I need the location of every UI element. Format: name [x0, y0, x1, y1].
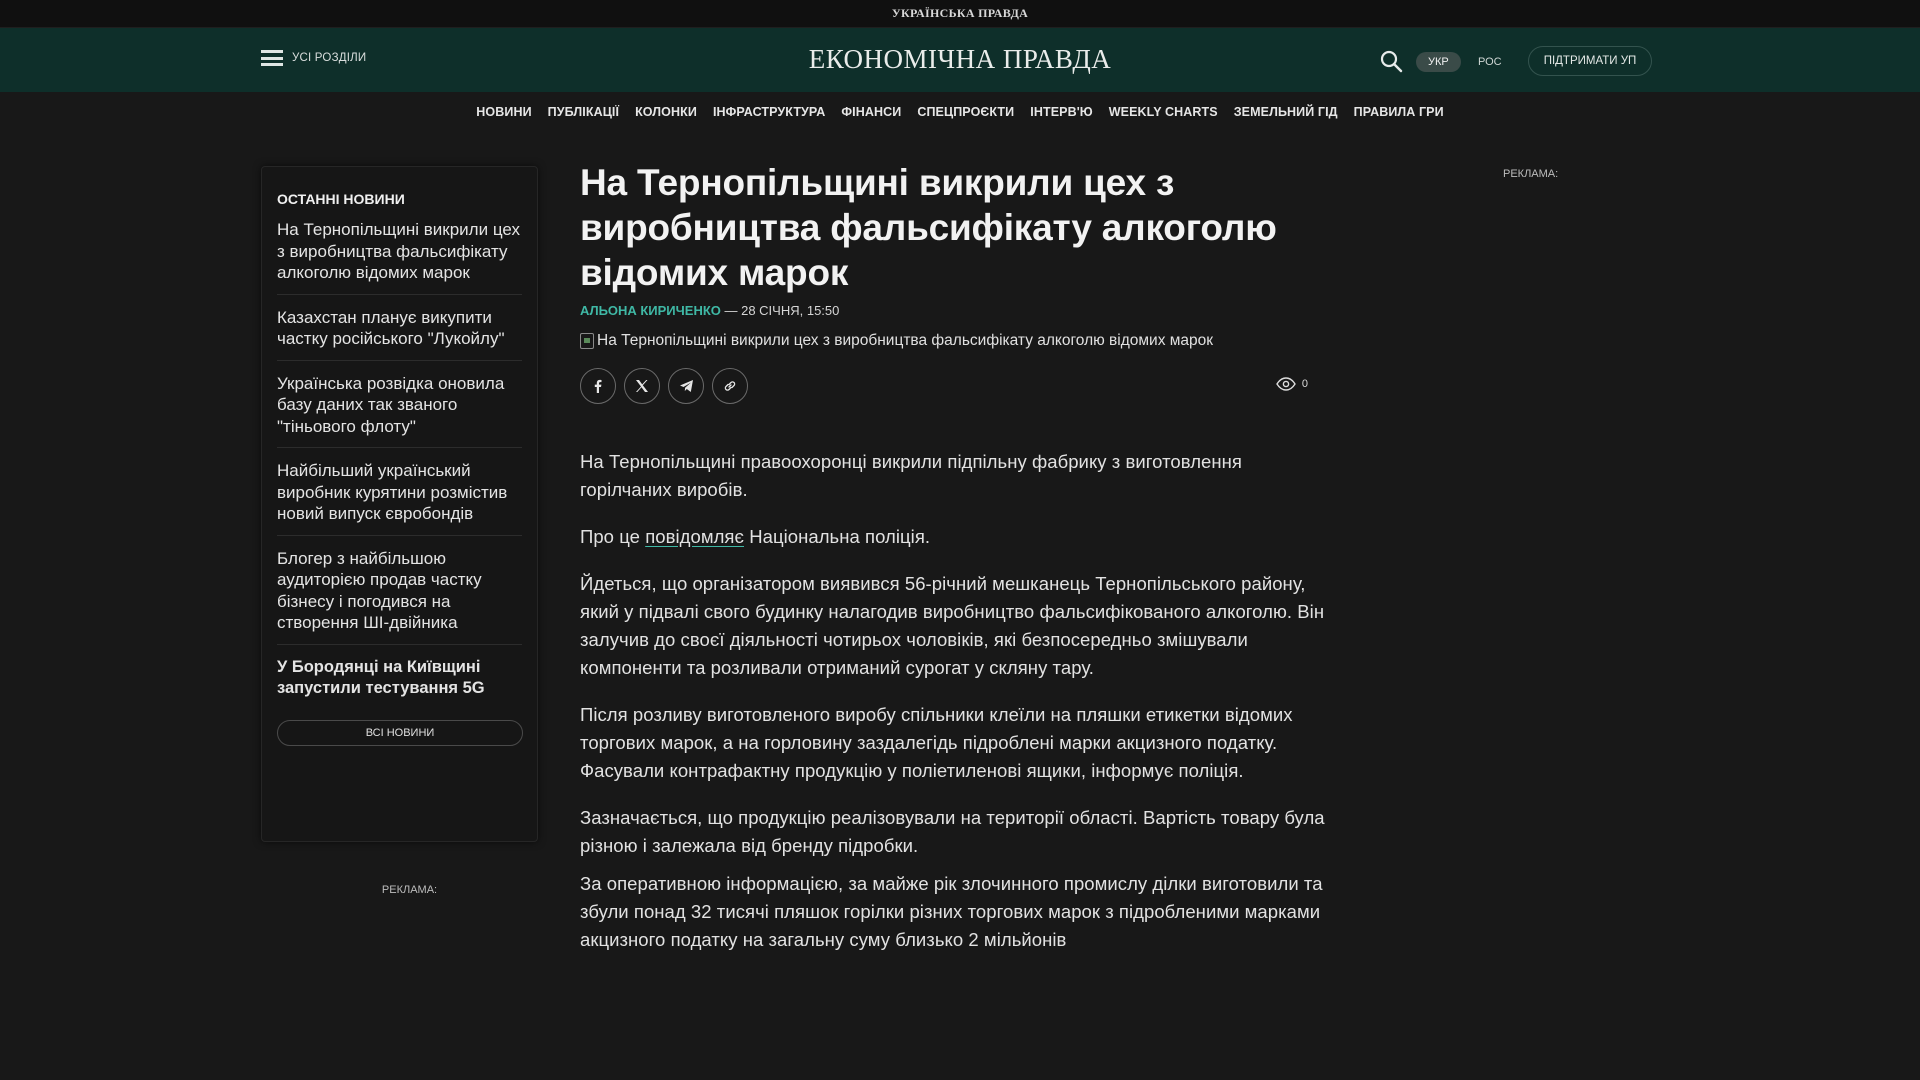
ad-label-right: РЕКЛАМА:: [1503, 168, 1559, 180]
article-date: — 28 СІЧНЯ, 15:50: [720, 303, 840, 318]
article-paragraph: Зазначається, що продукцію реалізовували на території області. Вартість товару була різною і залежала від бренду підробки.: [580, 807, 1325, 856]
nav-item-publications[interactable]: ПУБЛІКАЦІЇ: [547, 105, 620, 119]
article-image-alt: На Тернопільщині викрили цех з виробництва фальсифікату алкоголю відомих марок: [597, 332, 1214, 349]
main-nav: [0, 105, 1920, 119]
latest-news-item[interactable]: У Бородянці на Київщині запустили тестування 5G: [277, 657, 485, 697]
latest-news-item[interactable]: Українська розвідка оновила базу даних так званого "тіньового флоту": [277, 371, 522, 449]
paragraph-text: Національна поліція.: [744, 526, 931, 547]
share-bar: [580, 368, 1328, 404]
share-x-button[interactable]: [624, 368, 660, 404]
parent-brand-strip: [0, 0, 1920, 28]
share-telegram-button[interactable]: [668, 368, 704, 404]
nav-item-interviews[interactable]: ІНТЕРВ'Ю: [1030, 105, 1093, 119]
all-sections-label: УСІ РОЗДІЛИ: [292, 52, 367, 64]
eye-icon: [1276, 377, 1296, 391]
article-paragraph: Після розливу виготовленого виробу спільники клеїли на пляшки етикетки відомих торгових марок, а на горловину заздалегідь підроблені марки акцизного податку. Фасували контрафактну продукцію у поліетиленові ящики, інформує поліція.: [580, 704, 1293, 781]
lang-ukr-button[interactable]: УКР: [1416, 52, 1461, 72]
telegram-icon: [679, 379, 694, 393]
nav-item-special-projects[interactable]: СПЕЦПРОЄКТИ: [917, 105, 1015, 119]
article-body: [580, 448, 1328, 954]
ad-label-left: РЕКЛАМА:: [381, 884, 438, 896]
latest-news-item[interactable]: Казахстан планує викупити частку російського "Лукойлу": [277, 305, 522, 361]
views-counter: [1276, 377, 1308, 391]
nav-item-infrastructure[interactable]: ІНФРАСТРУКТУРА: [712, 105, 826, 119]
share-facebook-button[interactable]: [580, 368, 616, 404]
nav-item-finance[interactable]: ФІНАНСИ: [841, 105, 902, 119]
article-paragraph: За оперативною інформацією, за майже рік злочинного промислу ділки виготовили та збули понад 32 тисячі пляшок горілки різних торгових марок з підробленими марками акцизного податку на загальну суму близько 2 мільйонів: [580, 873, 1323, 950]
article-title: На Тернопільщині викрили цех з виробництва фальсифікату алкоголю відомих марок: [580, 162, 1277, 293]
article-paragraph: На Тернопільщині правоохоронці викрили підпільну фабрику з виготовлення горілчаних виробів.: [580, 451, 1242, 500]
article-author[interactable]: АЛЬОНА КИРИЧЕНКО: [580, 303, 721, 318]
latest-news-title: ОСТАННІ НОВИНИ: [277, 191, 405, 207]
nav-item-weekly-charts[interactable]: WEEKLY CHARTS: [1108, 105, 1218, 119]
nav-item-news[interactable]: НОВИНИ: [476, 105, 532, 119]
latest-news-item[interactable]: На Тернопільщині викрили цех з виробництва фальсифікату алкоголю відомих марок: [277, 217, 522, 295]
article: [580, 160, 1328, 973]
x-icon: [635, 379, 649, 393]
latest-news-sidebar: [261, 166, 538, 842]
article-meta: [580, 303, 1328, 318]
facebook-icon: [591, 379, 605, 393]
article-paragraph: Йдеться, що організатором виявився 56-річний мешканець Тернопільського району, який у підвалі свого будинку налагодив виробництво фальсифікованого алкоголю. Він залучив до своєї діяльності чотирьох чоловіків, які безпосередньо змішували компоненти та розливали отриманий сурогат у скляну тару.: [580, 573, 1325, 678]
copy-link-button[interactable]: [712, 368, 748, 404]
nav-item-columns[interactable]: КОЛОНКИ: [635, 105, 697, 119]
parent-brand-logo[interactable]: УКРАЇНСЬКА ПРАВДА: [891, 6, 1029, 20]
site-logo[interactable]: ЕКОНОМІЧНА ПРАВДА: [808, 44, 1112, 74]
views-count: 0: [1301, 378, 1308, 390]
lang-ros-button[interactable]: РОС: [1478, 56, 1502, 68]
paragraph-text: Про це: [580, 526, 646, 547]
article-image: [580, 332, 1328, 350]
source-link[interactable]: повідомляє: [645, 526, 744, 547]
site-header: [0, 28, 1920, 92]
support-button[interactable]: ПІДТРИМАТИ УП: [1528, 46, 1652, 76]
nav-item-land-guide[interactable]: ЗЕМЕЛЬНИЙ ГІД: [1233, 105, 1338, 119]
latest-news-item[interactable]: Найбільший український виробник курятини розмістив новий випуск євробондів: [277, 458, 522, 536]
search-icon[interactable]: [1379, 49, 1403, 73]
all-news-button[interactable]: ВСІ НОВИНИ: [277, 720, 523, 746]
nav-item-rules-of-game[interactable]: ПРАВИЛА ГРИ: [1353, 105, 1444, 119]
link-icon: [723, 379, 737, 393]
article-paragraph: [580, 523, 1328, 551]
broken-image-icon: [580, 333, 594, 349]
latest-news-item[interactable]: Блогер з найбільшою аудиторією продав частку бізнесу і погодився на створення ШІ-двійника: [277, 546, 522, 645]
